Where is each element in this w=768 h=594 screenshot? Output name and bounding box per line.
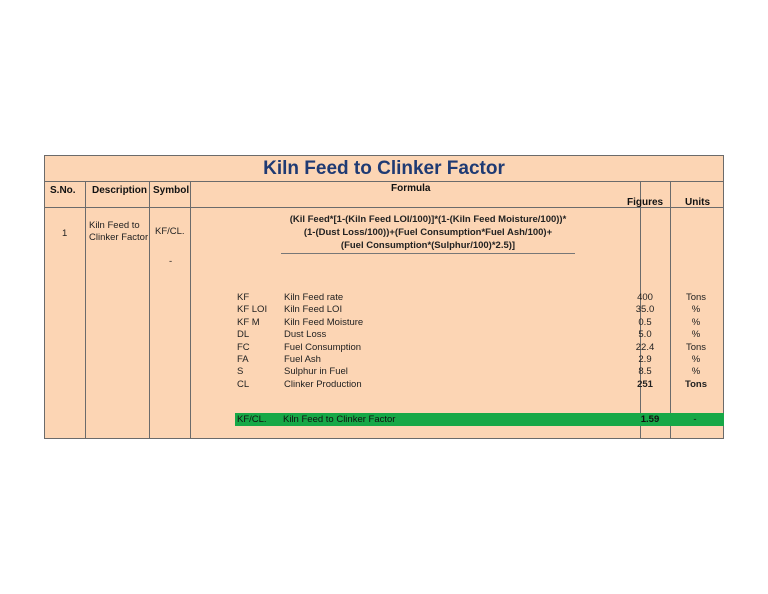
variable-unit: % <box>691 354 701 365</box>
variable-figure: 5.0 <box>638 329 652 341</box>
row-description-line2: Clinker Factor <box>89 232 149 243</box>
variable-description: Clinker Production <box>284 378 362 390</box>
variable-figure: 35.0 <box>635 304 655 316</box>
row-symbol: KF/CL. <box>155 226 185 237</box>
variable-symbol: S <box>237 366 244 378</box>
variable-symbol: FA <box>237 354 249 365</box>
variable-unit: % <box>691 366 701 378</box>
formula-text <box>283 213 573 252</box>
variable-figure: 2.9 <box>638 354 652 365</box>
variable-unit: Tons <box>685 341 707 353</box>
formula-line: (Kil Feed*[1-(Kiln Feed LOI/100)]*(1-(Kiln Feed Moisture/100))* <box>289 214 567 225</box>
row-description-line1: Kiln Feed to <box>89 220 140 231</box>
result-description: Kiln Feed to Clinker Factor <box>283 414 396 425</box>
variable-description: Fuel Ash <box>284 354 321 365</box>
header-units: Units <box>685 197 710 208</box>
column-divider <box>190 181 191 438</box>
variable-symbol: FC <box>237 341 250 353</box>
variable-unit: Tons <box>685 292 707 303</box>
variable-description: Kiln Feed rate <box>284 292 344 303</box>
result-unit: - <box>693 414 697 425</box>
variable-figure: 8.5 <box>638 366 652 378</box>
header-figures: Figures <box>627 197 664 208</box>
formula-line: (1-(Dust Loss/100))+(Fuel Consumption*Fuel Ash/100)+ <box>303 227 553 238</box>
spreadsheet-table <box>44 155 724 439</box>
variable-figure: 0.5 <box>638 316 652 328</box>
variable-symbol: KF <box>237 292 250 303</box>
variable-symbol: CL <box>237 378 250 390</box>
variable-description: Dust Loss <box>284 329 327 341</box>
result-row <box>235 413 724 426</box>
header-sno: S.No. <box>50 185 76 196</box>
variable-description: Fuel Consumption <box>284 341 362 353</box>
formula-line: (Fuel Consumption*(Sulphur/100)*2.5)] <box>340 240 516 251</box>
variable-unit: Tons <box>685 378 707 390</box>
variable-symbol: KF LOI <box>237 304 268 316</box>
variable-symbol: KF M <box>237 316 260 328</box>
formula-underline <box>281 253 575 254</box>
header-symbol: Symbol <box>153 185 190 196</box>
variable-description: Kiln Feed LOI <box>284 304 343 316</box>
variable-unit: % <box>691 304 701 316</box>
variable-figure: 22.4 <box>635 341 655 353</box>
result-symbol: KF/CL. <box>237 414 267 425</box>
variable-figure: 400 <box>637 292 653 303</box>
row-dash: - <box>169 256 173 267</box>
variable-unit: % <box>691 329 701 341</box>
header-divider <box>45 207 723 208</box>
result-figure: 1.59 <box>640 414 660 425</box>
variable-unit: % <box>691 316 701 328</box>
table-title: Kiln Feed to Clinker Factor <box>263 158 505 179</box>
title-divider <box>45 181 723 182</box>
header-description: Description <box>92 185 148 196</box>
row-sno: 1 <box>62 228 68 239</box>
variable-symbol: DL <box>237 329 250 341</box>
variable-figure: 251 <box>637 378 653 390</box>
variable-description: Kiln Feed Moisture <box>284 316 364 328</box>
column-divider <box>149 181 150 438</box>
header-formula: Formula <box>391 183 431 194</box>
variable-description: Sulphur in Fuel <box>284 366 348 378</box>
column-divider <box>85 181 86 438</box>
